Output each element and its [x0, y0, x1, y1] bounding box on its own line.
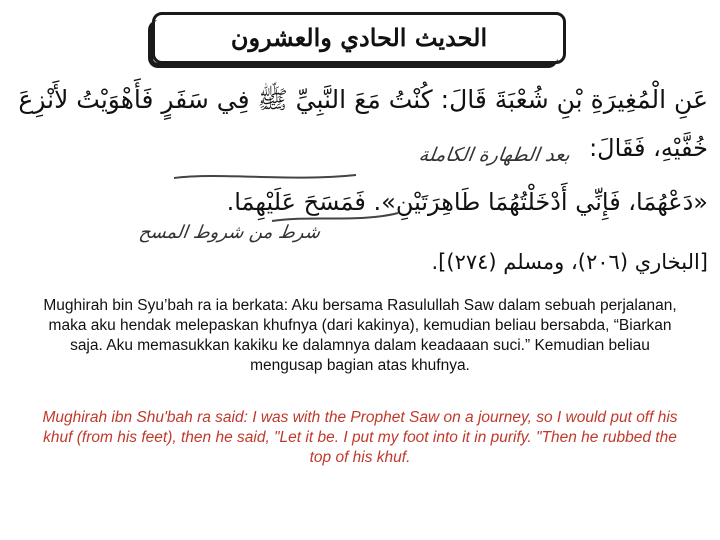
handwritten-note-1: بعد الطهارة الكاملة [417, 144, 572, 166]
handwritten-underline-1 [170, 170, 360, 184]
hadith-line-2: خُفَّيْهِ، فَقَالَ: [589, 134, 708, 162]
hadith-line-1: عَنِ الْمُغِيرَةِ بْنِ شُعْبَةَ قَالَ: كُنْتُ مَعَ النَّبِيِّ ﷺ فِي سَفَرٍ فَأَهْوَيْتُ لأَنْزِعَ [18, 85, 708, 114]
hadith-title: الحديث الحادي والعشرون [230, 23, 488, 52]
hadith-line-3: «دَعْهُمَا، فَإِنِّي أَدْخَلْتُهُمَا طَاهِرَتَيْنِ». فَمَسَحَ عَلَيْهِمَا. [226, 188, 708, 216]
translation-indonesian: Mughirah bin Syu’bah ra ia berkata: Aku bersama Rasulullah Saw dalam sebuah perjalanan, maka aku hendak melepaskan khufnya (dari kakinya), kemudian beliau bersabda, “Biarkan saja. Aku memasukkan kakiku ke dalamnya dalam keadaaan suci.” Kemudian beliau mengusap bagian atas khufnya. [43, 297, 677, 374]
translation-english: Mughirah ibn Shu'bah ra said: I was with the Prophet Saw on a journey, so I would put off his khuf (from his feet), then he said, "Let it be. I put my foot into it in purify. "Then he rubbed the top of his khuf. [42, 409, 678, 466]
handwritten-note-2: شرط من شروط المسح [137, 222, 322, 243]
hadith-reference: [البخاري (٢٠٦)، ومسلم (٢٧٤)]. [431, 250, 708, 274]
hadith-title-frame [152, 12, 566, 64]
handwritten-underline-2 [270, 207, 400, 227]
